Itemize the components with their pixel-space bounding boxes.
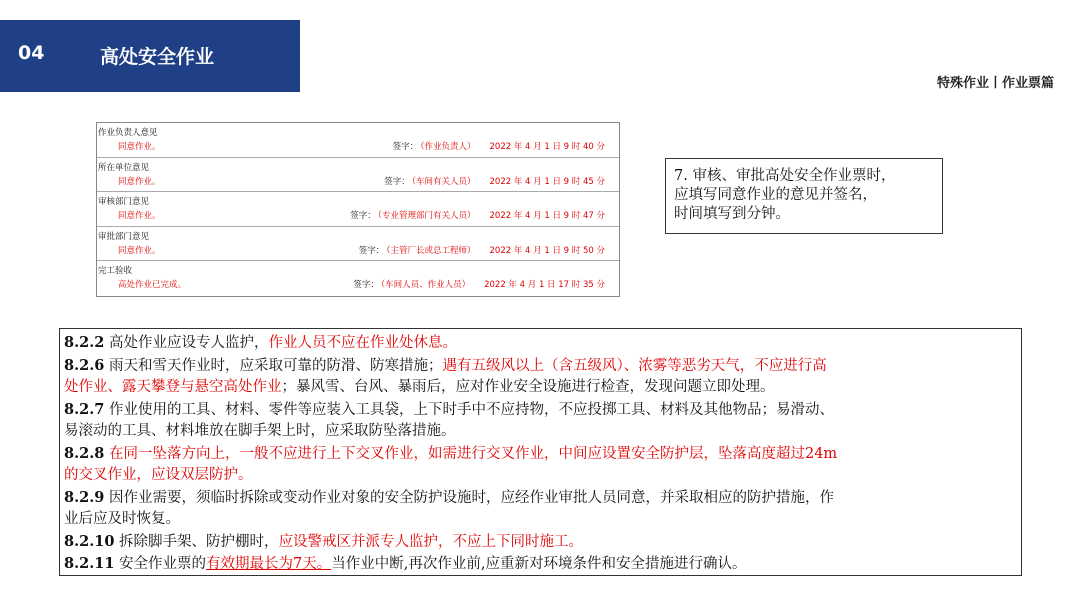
rule-8-2-8 xyxy=(64,443,1017,466)
sign-label: 签字： xyxy=(353,280,379,291)
table-row xyxy=(97,123,619,158)
row-signature xyxy=(353,278,605,290)
rule-text: 当作业中断,再次作业前,应重新对环境条件和安全措施进行确认。 xyxy=(331,556,747,572)
row-opinion: 同意作业。 xyxy=(118,176,161,187)
rule-number: 8.2.7 xyxy=(64,400,105,418)
table-row xyxy=(97,261,619,296)
rule-text: 雨天和雪天作业时，应采取可靠的防滑、防寒措施； xyxy=(104,357,443,374)
row-signature xyxy=(350,209,605,221)
rule-highlight: 处作业、露天攀登与悬空高处作业 xyxy=(64,379,282,395)
rules-box xyxy=(59,328,1022,576)
sign-time: 2022 年 4 月 1 日 9 时 47 分 xyxy=(489,211,605,222)
sign-label: 签字： xyxy=(350,211,376,222)
row-signature xyxy=(359,244,605,256)
rule-text: 安全作业票的 xyxy=(114,556,207,572)
sign-role: （作业负责人） xyxy=(420,142,476,152)
rule-number: 8.2.9 xyxy=(64,488,105,506)
row-opinion: 高处作业已完成。 xyxy=(118,280,187,291)
sign-label: 签字： xyxy=(358,245,385,256)
rule-8-2-7-cont xyxy=(64,421,1017,443)
note-line: 时间填写到分钟。 xyxy=(674,206,790,222)
sign-time: 2022 年 4 月 1 日 9 时 40 分 xyxy=(489,142,605,152)
rule-highlight: 遇有五级风以上（含五级风）、浓雾等恶劣天气，不应进行高 xyxy=(442,357,827,374)
rule-text: 易滚动的工具、材料堆放在脚手架上时，应采取防坠落措施。 xyxy=(64,423,456,439)
row-label: 审核部门意见 xyxy=(98,197,150,208)
rule-8-2-6 xyxy=(64,355,1017,378)
rule-highlight: 在同一坠落方向上，一般不应进行上下交叉作业，如需进行交叉作业，中间应设置安全防护层，坠落高度超过24m xyxy=(104,445,838,462)
table-row xyxy=(97,192,619,227)
table-row xyxy=(97,158,619,193)
rule-8-2-9 xyxy=(64,487,1017,510)
rule-text: 拆除脚手架、防护棚时， xyxy=(114,533,279,550)
rule-number: 8.2.2 xyxy=(64,334,105,351)
rule-number: 8.2.6 xyxy=(64,356,105,374)
rule-8-2-2 xyxy=(64,332,1017,355)
rule-8-2-11 xyxy=(64,553,1017,576)
series-label: 特殊作业丨作业票篇 xyxy=(936,76,1054,91)
note-line: 7. 审核、审批高处安全作业票时， xyxy=(674,168,896,184)
row-label: 作业负责人意见 xyxy=(98,128,158,138)
rule-text: 业后应及时恢复。 xyxy=(64,511,180,527)
rule-text: 高处作业应设专人监护， xyxy=(104,335,269,351)
row-label: 所在单位意见 xyxy=(98,162,150,173)
section-title: 高处安全作业 xyxy=(100,46,215,68)
row-signature xyxy=(384,175,605,187)
section-header xyxy=(0,20,300,92)
sign-role: （主管厂长或总工程师） xyxy=(386,245,476,256)
rule-number: 8.2.10 xyxy=(64,532,115,550)
opinion-table xyxy=(96,122,620,297)
note-box xyxy=(665,158,943,234)
sign-time: 2022 年 4 月 1 日 17 时 35 分 xyxy=(484,280,605,291)
rule-text: 作业使用的工具、材料、零件等应装入工具袋，上下时手中不应持物，不应投掷工具、材料及其他物品；易滑动、 xyxy=(104,401,834,418)
sign-role: （车间人员、作业人员） xyxy=(380,280,471,291)
rule-highlight: 的交叉作业，应设双层防护。 xyxy=(64,467,253,483)
sign-time: 2022 年 4 月 1 日 9 时 50 分 xyxy=(489,245,605,256)
table-row xyxy=(97,227,619,262)
row-label: 审批部门意见 xyxy=(98,231,150,242)
sign-label: 签字： xyxy=(384,176,410,187)
section-number: 04 xyxy=(18,42,45,64)
rule-number: 8.2.11 xyxy=(64,555,115,572)
row-signature xyxy=(393,140,605,152)
row-opinion: 同意作业。 xyxy=(118,142,161,152)
sign-label: 签字： xyxy=(392,142,419,152)
rule-highlight: 有效期最长为7天。 xyxy=(206,556,332,572)
note-line: 应填写同意作业的意见并签名， xyxy=(674,187,877,203)
sign-time: 2022 年 4 月 1 日 9 时 45 分 xyxy=(489,176,605,187)
rule-text: ；暴风雪、台风、暴雨后，应对作业安全设施进行检查，发现问题立即处理。 xyxy=(281,379,775,395)
sign-role: （车间有关人员） xyxy=(411,176,476,187)
rule-text: 因作业需要，须临时拆除或变动作业对象的安全防护设施时，应经作业审批人员同意，并采取相应的防护措施，作 xyxy=(104,489,834,506)
rule-8-2-6-cont xyxy=(64,377,1017,399)
row-opinion: 同意作业。 xyxy=(118,211,161,222)
rule-highlight: 作业人员不应在作业处休息。 xyxy=(268,335,457,351)
rule-8-2-8-cont xyxy=(64,465,1017,487)
sign-role: （专业管理部门有关人员） xyxy=(377,211,476,222)
rule-8-2-9-cont xyxy=(64,509,1017,531)
rule-8-2-10 xyxy=(64,531,1017,554)
row-label: 完工验收 xyxy=(98,266,133,277)
rule-highlight: 应设警戒区并派专人监护，不应上下同时施工。 xyxy=(278,533,584,550)
row-opinion: 同意作业。 xyxy=(118,245,161,256)
rule-8-2-7 xyxy=(64,399,1017,422)
rule-number: 8.2.8 xyxy=(64,444,105,462)
